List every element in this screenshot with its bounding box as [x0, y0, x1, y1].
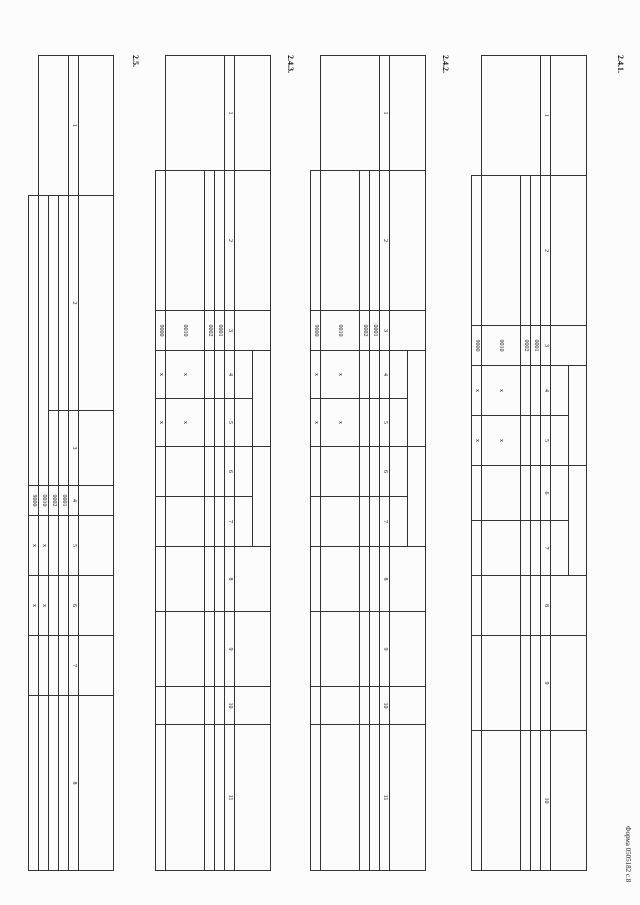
header-cell — [235, 351, 253, 399]
table-cell — [521, 466, 531, 521]
section-title: 2.4.3. — [286, 55, 295, 73]
table-cell — [215, 171, 225, 311]
table-cell — [370, 447, 380, 497]
table-cell — [360, 447, 370, 497]
column-number: 1 — [225, 56, 235, 171]
section-title: 2.4.2. — [441, 55, 450, 73]
header-row — [569, 56, 587, 871]
table-row — [360, 56, 370, 871]
column-number: 5 — [225, 399, 235, 447]
column-number: 1 — [69, 56, 79, 196]
row-code: 0010 — [482, 326, 521, 366]
cross-mark: x — [311, 399, 321, 447]
header-cell — [408, 447, 426, 547]
column-number: 7 — [380, 497, 390, 547]
table-cell — [49, 516, 59, 576]
table-cell — [39, 196, 49, 486]
column-number: 5 — [541, 416, 551, 466]
header-cell — [79, 696, 114, 871]
table-cell — [472, 466, 482, 521]
column-number: 4 — [225, 351, 235, 399]
table-cell — [205, 547, 215, 612]
table-cell — [29, 196, 39, 486]
table-cell — [521, 731, 531, 871]
cross-mark: x — [321, 399, 360, 447]
table-cell — [39, 56, 69, 196]
header-cell — [408, 351, 426, 447]
header-cell — [390, 56, 426, 171]
table-cell — [166, 612, 205, 687]
column-number: 2 — [380, 171, 390, 311]
row-code: 0010 — [39, 486, 49, 516]
row-code: 0002 — [521, 326, 531, 366]
header-cell — [390, 687, 426, 725]
row-code: 9000 — [311, 311, 321, 351]
section-2-4-2 — [310, 55, 450, 870]
table-cell — [370, 171, 380, 311]
row-code: 9000 — [156, 311, 166, 351]
table-cell — [482, 56, 541, 176]
header-cell — [235, 612, 271, 687]
column-number: 8 — [69, 696, 79, 871]
column-number: 2 — [69, 196, 79, 411]
row-code: 0002 — [360, 311, 370, 351]
table-cell — [166, 687, 205, 725]
table-cell — [49, 411, 59, 486]
table-row — [166, 56, 205, 871]
column-number: 2 — [225, 171, 235, 311]
table-cell — [205, 497, 215, 547]
table-cell — [360, 687, 370, 725]
header-row — [408, 56, 426, 871]
table-cell — [360, 725, 370, 871]
table-row — [482, 56, 521, 871]
table-row — [370, 56, 380, 871]
table-cell — [29, 696, 39, 871]
table-cell — [311, 497, 321, 547]
table-cell — [156, 612, 166, 687]
table-2-4-3 — [155, 55, 271, 871]
table-cell — [370, 399, 380, 447]
table-cell — [482, 176, 521, 326]
header-cell — [390, 351, 408, 399]
column-number: 10 — [380, 687, 390, 725]
header-cell — [551, 416, 569, 466]
table-cell — [166, 497, 205, 547]
table-cell — [59, 576, 69, 636]
table-cell — [166, 171, 205, 311]
table-2-4-2 — [310, 55, 426, 871]
table-cell — [215, 447, 225, 497]
table-cell — [370, 497, 380, 547]
table-cell — [531, 466, 541, 521]
table-cell — [321, 447, 360, 497]
table-cell — [59, 196, 69, 411]
header-cell — [390, 399, 408, 447]
table-cell — [311, 171, 321, 311]
table-cell — [215, 547, 225, 612]
total-row — [472, 56, 482, 871]
table-cell — [205, 612, 215, 687]
cross-mark: x — [29, 516, 39, 576]
row-code: 0010 — [166, 311, 205, 351]
table-cell — [205, 351, 215, 399]
table-cell — [29, 56, 39, 196]
table-cell — [39, 636, 49, 696]
table-cell — [39, 696, 49, 871]
table-cell — [472, 576, 482, 636]
column-number: 5 — [380, 399, 390, 447]
table-2-5 — [28, 55, 114, 871]
header-cell — [253, 351, 271, 447]
table-cell — [311, 612, 321, 687]
table-cell — [321, 547, 360, 612]
total-row — [156, 56, 166, 871]
column-number-row — [541, 56, 551, 871]
column-number: 8 — [380, 547, 390, 612]
column-number: 11 — [380, 725, 390, 871]
table-cell — [49, 636, 59, 696]
header-cell — [235, 56, 271, 171]
row-code: 9000 — [472, 326, 482, 366]
table-cell — [59, 411, 69, 486]
table-cell — [49, 576, 59, 636]
header-cell — [235, 687, 271, 725]
table-cell — [531, 636, 541, 731]
column-number: 2 — [541, 176, 551, 326]
header-cell — [235, 547, 271, 612]
table-cell — [360, 399, 370, 447]
column-number: 3 — [225, 311, 235, 351]
table-cell — [215, 351, 225, 399]
header-cell — [390, 497, 408, 547]
row-code: 0001 — [531, 326, 541, 366]
table-cell — [156, 56, 166, 171]
table-cell — [156, 547, 166, 612]
table-cell — [311, 687, 321, 725]
table-cell — [166, 725, 205, 871]
header-row — [253, 56, 271, 871]
column-number: 8 — [225, 547, 235, 612]
table-cell — [521, 366, 531, 416]
column-number-row — [380, 56, 390, 871]
header-cell — [235, 725, 271, 871]
header-cell — [79, 636, 114, 696]
column-number: 10 — [541, 731, 551, 871]
column-number: 1 — [541, 56, 551, 176]
cross-mark: x — [166, 351, 205, 399]
table-cell — [321, 725, 360, 871]
table-cell — [531, 176, 541, 326]
row-code: 0001 — [59, 486, 69, 516]
table-cell — [205, 687, 215, 725]
table-cell — [360, 547, 370, 612]
row-code: 0010 — [321, 311, 360, 351]
table-cell — [205, 171, 215, 311]
header-cell — [79, 486, 114, 516]
column-number: 1 — [380, 56, 390, 171]
header-cell — [79, 196, 114, 411]
header-cell — [79, 411, 114, 486]
cross-mark: x — [29, 576, 39, 636]
table-cell — [360, 171, 370, 311]
table-cell — [205, 399, 215, 447]
total-row — [29, 56, 39, 871]
cross-mark: x — [39, 576, 49, 636]
table-cell — [59, 636, 69, 696]
table-cell — [156, 171, 166, 311]
table-row — [59, 56, 69, 871]
row-code: 0002 — [205, 311, 215, 351]
table-cell — [521, 521, 531, 576]
table-cell — [321, 56, 380, 171]
cross-mark: x — [39, 516, 49, 576]
table-cell — [472, 636, 482, 731]
table-cell — [370, 687, 380, 725]
table-row — [321, 56, 360, 871]
header-cell — [390, 311, 426, 351]
column-number: 6 — [380, 447, 390, 497]
table-cell — [521, 576, 531, 636]
header-cell — [235, 171, 271, 311]
total-row — [311, 56, 321, 871]
table-2-4-1 — [471, 55, 587, 871]
section-title: 2.4.1. — [616, 55, 625, 73]
cross-mark: x — [156, 399, 166, 447]
column-number: 11 — [225, 725, 235, 871]
table-cell — [156, 447, 166, 497]
column-number: 9 — [541, 636, 551, 731]
table-cell — [531, 366, 541, 416]
column-number-row — [225, 56, 235, 871]
header-cell — [569, 466, 587, 576]
table-cell — [49, 696, 59, 871]
header-cell — [551, 366, 569, 416]
header-cell — [235, 399, 253, 447]
section-2-4-1 — [465, 55, 625, 870]
table-cell — [49, 196, 59, 411]
table-cell — [215, 497, 225, 547]
table-cell — [321, 497, 360, 547]
table-cell — [531, 416, 541, 466]
table-cell — [215, 612, 225, 687]
header-cell — [390, 171, 426, 311]
header-cell — [79, 516, 114, 576]
column-number: 8 — [541, 576, 551, 636]
column-number: 7 — [69, 636, 79, 696]
column-number: 9 — [225, 612, 235, 687]
table-cell — [370, 725, 380, 871]
table-cell — [321, 612, 360, 687]
table-cell — [156, 687, 166, 725]
table-cell — [521, 176, 531, 326]
cross-mark: x — [482, 366, 521, 416]
column-number: 6 — [225, 447, 235, 497]
header-row — [79, 56, 114, 871]
table-row — [521, 56, 531, 871]
table-cell — [472, 176, 482, 326]
table-cell — [166, 56, 225, 171]
section-title: 2.5. — [131, 55, 140, 67]
header-cell — [551, 636, 587, 731]
table-cell — [59, 516, 69, 576]
table-cell — [482, 466, 521, 521]
cross-mark: x — [311, 351, 321, 399]
table-cell — [311, 725, 321, 871]
column-number-row — [69, 56, 79, 871]
header-cell — [390, 725, 426, 871]
column-number: 6 — [541, 466, 551, 521]
row-code: 0002 — [49, 486, 59, 516]
header-cell — [390, 447, 408, 497]
table-cell — [472, 521, 482, 576]
table-cell — [156, 725, 166, 871]
table-cell — [311, 56, 321, 171]
header-cell — [390, 547, 426, 612]
table-cell — [321, 687, 360, 725]
table-cell — [482, 576, 521, 636]
table-cell — [370, 547, 380, 612]
column-number: 3 — [69, 411, 79, 486]
table-cell — [360, 612, 370, 687]
table-cell — [531, 576, 541, 636]
table-cell — [166, 447, 205, 497]
form-code: Форма 0505182 с.8 — [624, 826, 632, 883]
header-cell — [551, 576, 587, 636]
row-code: 0001 — [370, 311, 380, 351]
column-number: 7 — [541, 521, 551, 576]
cross-mark: x — [482, 416, 521, 466]
header-cell — [79, 56, 114, 196]
column-number: 4 — [380, 351, 390, 399]
table-cell — [311, 547, 321, 612]
column-number: 3 — [380, 311, 390, 351]
table-row — [531, 56, 541, 871]
table-cell — [311, 447, 321, 497]
column-number: 4 — [541, 366, 551, 416]
table-cell — [59, 696, 69, 871]
column-number: 5 — [69, 516, 79, 576]
table-cell — [482, 731, 521, 871]
header-cell — [390, 612, 426, 687]
header-cell — [551, 521, 569, 576]
table-cell — [205, 447, 215, 497]
header-cell — [235, 497, 253, 547]
header-cell — [235, 311, 271, 351]
table-cell — [215, 725, 225, 871]
header-cell — [551, 731, 587, 871]
table-row — [215, 56, 225, 871]
table-cell — [215, 399, 225, 447]
table-cell — [370, 351, 380, 399]
column-number: 4 — [69, 486, 79, 516]
table-row — [205, 56, 215, 871]
column-number: 9 — [380, 612, 390, 687]
table-cell — [521, 636, 531, 731]
cross-mark: x — [166, 399, 205, 447]
cross-mark: x — [472, 366, 482, 416]
cross-mark: x — [472, 416, 482, 466]
header-cell — [551, 326, 587, 366]
table-cell — [321, 171, 360, 311]
table-cell — [531, 521, 541, 576]
table-cell — [360, 351, 370, 399]
cross-mark: x — [156, 351, 166, 399]
table-cell — [205, 725, 215, 871]
header-cell — [551, 56, 587, 176]
table-cell — [215, 687, 225, 725]
table-cell — [156, 497, 166, 547]
row-code: 0001 — [215, 311, 225, 351]
header-cell — [551, 466, 569, 521]
header-cell — [79, 576, 114, 636]
section-2-4-3 — [155, 55, 295, 870]
cross-mark: x — [321, 351, 360, 399]
section-2-5 — [10, 55, 140, 870]
table-cell — [166, 547, 205, 612]
table-cell — [482, 521, 521, 576]
table-cell — [472, 56, 482, 176]
header-cell — [253, 447, 271, 547]
table-cell — [472, 731, 482, 871]
column-number: 3 — [541, 326, 551, 366]
table-cell — [360, 497, 370, 547]
column-number: 6 — [69, 576, 79, 636]
column-number: 10 — [225, 687, 235, 725]
table-cell — [370, 612, 380, 687]
table-cell — [29, 636, 39, 696]
column-number: 7 — [225, 497, 235, 547]
table-cell — [482, 636, 521, 731]
table-cell — [531, 731, 541, 871]
table-cell — [521, 416, 531, 466]
header-cell — [551, 176, 587, 326]
header-cell — [569, 366, 587, 466]
header-cell — [235, 447, 253, 497]
row-code: 9000 — [29, 486, 39, 516]
